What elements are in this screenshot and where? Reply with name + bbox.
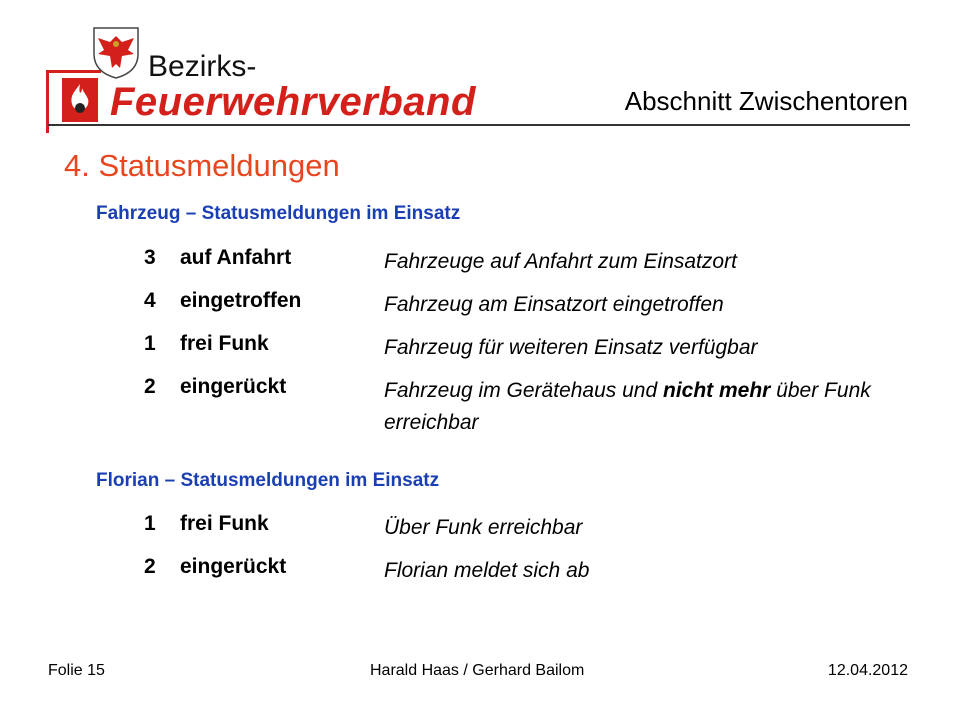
status-code: frei Funk xyxy=(180,332,269,355)
tyrol-eagle-icon xyxy=(90,24,142,80)
slide-title: 4. Statusmeldungen xyxy=(64,148,340,183)
status-code: frei Funk xyxy=(180,512,269,535)
section-heading-florian: Florian – Statusmeldungen im Einsatz xyxy=(96,470,440,491)
status-code: eingetroffen xyxy=(180,289,302,312)
status-description xyxy=(384,375,904,439)
status-code: eingerückt xyxy=(180,375,287,398)
status-number: 1 xyxy=(144,512,156,535)
status-description: Fahrzeug am Einsatzort eingetroffen xyxy=(384,293,724,316)
header-section-label: Abschnitt Zwischentoren xyxy=(624,86,908,116)
status-row xyxy=(144,555,904,615)
footer-slide-number: Folie 15 xyxy=(48,662,105,679)
status-description: Fahrzeug für weiteren Einsatz verfügbar xyxy=(384,336,758,359)
status-code: auf Anfahrt xyxy=(180,246,292,269)
footer-authors: Harald Haas / Gerhard Bailom xyxy=(370,662,585,679)
status-code: eingerückt xyxy=(180,555,287,578)
status-description: Florian meldet sich ab xyxy=(384,559,590,582)
status-row xyxy=(144,375,904,445)
status-description-part: Fahrzeug im Gerätehaus und xyxy=(384,379,663,402)
section-heading-fahrzeug: Fahrzeug – Statusmeldungen im Einsatz xyxy=(96,203,461,224)
status-number: 4 xyxy=(144,289,156,312)
footer-date: 12.04.2012 xyxy=(827,662,908,679)
flame-emblem-icon xyxy=(60,76,100,124)
status-description: Über Funk erreichbar xyxy=(384,516,583,539)
status-number: 2 xyxy=(144,375,156,398)
header-divider xyxy=(48,124,910,126)
status-number: 1 xyxy=(144,332,156,355)
logo-text-bezirks: Bezirks- xyxy=(148,50,257,83)
status-description-part: über Funk erreichbar xyxy=(384,379,871,434)
status-description: Fahrzeuge auf Anfahrt zum Einsatzort xyxy=(384,250,737,273)
bezirks-feuerwehrverband-logo xyxy=(46,22,476,124)
status-description-emphasis: nicht mehr xyxy=(663,379,771,402)
logo-text-feuerwehrverband: Feuerwehrverband xyxy=(110,80,476,124)
status-number: 3 xyxy=(144,246,156,269)
status-number: 2 xyxy=(144,555,156,578)
